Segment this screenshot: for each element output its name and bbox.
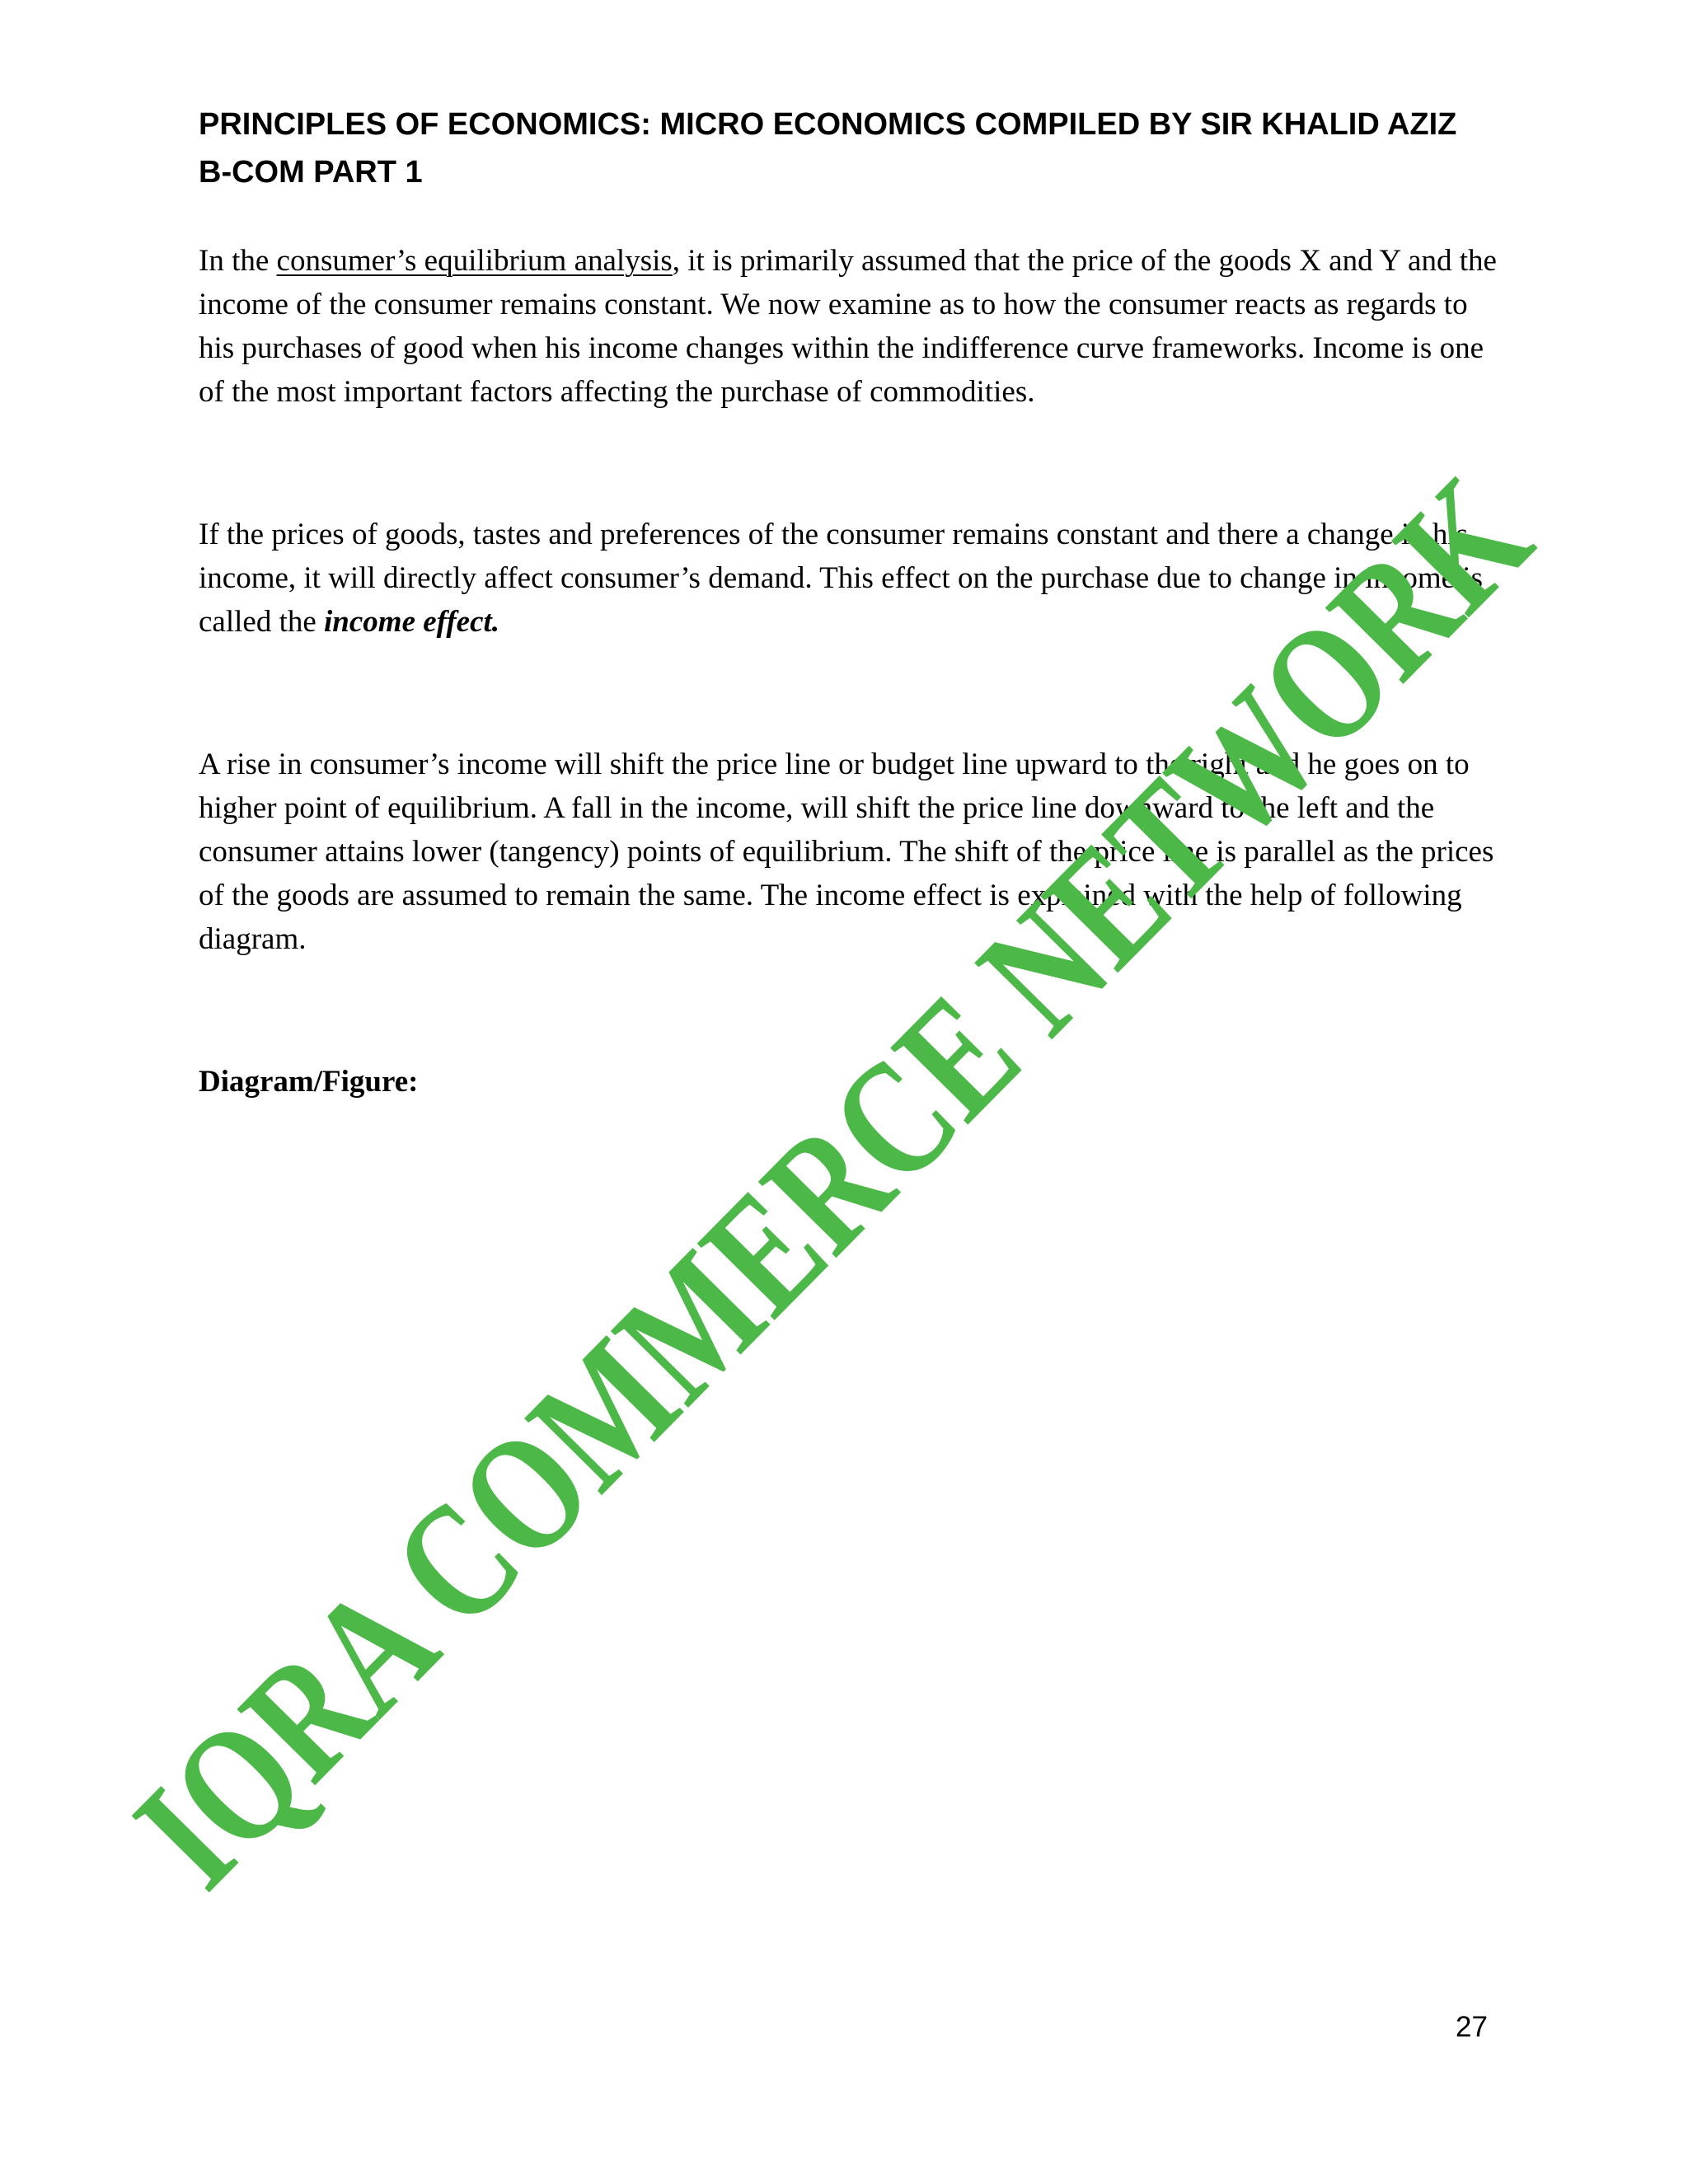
paragraph-1-rest: , it is primarily assumed that the price of the goods X and Y and the income of the consumer remains constant. We now examine as to how the consumer reacts as regards to his purchases of good when his income changes within the indifference curve frameworks. Income is one of the most important factors affecting the purchase of commodities.: [199, 244, 1497, 409]
header-title-line: PRINCIPLES OF ECONOMICS: MICRO ECONOMICS COMPILED BY SIR KHALID AZIZ: [199, 107, 1457, 142]
consumer-equilibrium-link[interactable]: consumer’s equilibrium analysis: [276, 244, 673, 278]
document-header: [199, 101, 1517, 196]
diagram-label: Diagram/Figure:: [199, 1065, 419, 1099]
income-effect-term: income effect.: [324, 605, 500, 639]
watermark-text: [100, 423, 1584, 1921]
paragraph-income-effect-definition: [199, 513, 1501, 644]
header-course-line: B-COM PART 1: [199, 155, 423, 190]
paragraph-1-lead: In the: [199, 244, 277, 278]
page-number: 27: [1456, 2011, 1488, 2043]
paragraph-consumer-equilibrium: [199, 239, 1501, 414]
paragraph-2-text: If the prices of goods, tastes and preferences of the consumer remains constant and there a change in his income, it will directly affect consumer’s demand. This effect on the purchase due to change in income is called the: [199, 518, 1483, 639]
paragraph-3-text: A rise in consumer’s income will shift the price line or budget line upward to the right and he goes on to higher point of equilibrium. A fall in the income, will shift the price line downward to the left and the consumer attains lower (tangency) points of equilibrium. The shift of the price line is parallel as the prices of the goods are assumed to remain the same. The income effect is explained with the help of following diagram.: [199, 748, 1494, 956]
paragraph-budget-line-shift: [199, 743, 1501, 961]
watermark-text-path: IQRA COMMERCE NETWORK: [100, 423, 1584, 1921]
